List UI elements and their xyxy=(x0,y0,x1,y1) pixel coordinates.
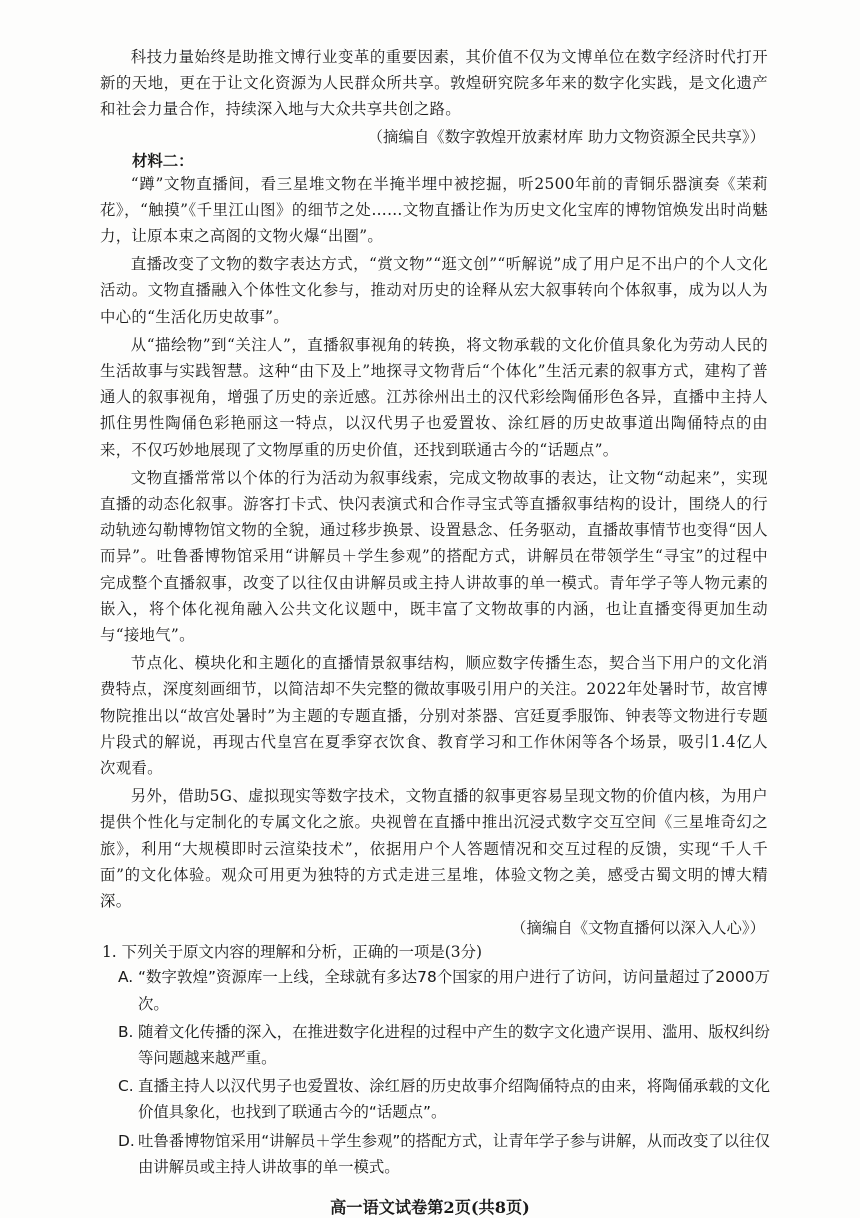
paragraph-3: 从“描绘物”到“关注人”，直播叙事视角的转换，将文物承载的文化价值具象化为劳动人民的生活故事与实践智慧。这种“由下及上”地探寻文物背后“个体化”生活元素的叙事方式，建构了普通人的叙事视角，增强了历史的亲近感。江苏徐州出土的汉代彩绘陶俑形色各异，直播中主持人抓住男性陶俑色彩艳丽这一特点，以汉代男子也爱置妆、涂红唇的历史故事道出陶俑特点的由来，不仅巧妙地展现了文物厚重的历史价值，还找到联通古今的“话题点”。 xyxy=(100,335,768,459)
option-d-text: 吐鲁番博物馆采用“讲解员＋学生参观”的搭配方式，让青年学子参与讲解，从而改变了以往仅由讲解员或主持人讲故事的单一模式。 xyxy=(138,1131,770,1176)
paragraph-2: 直播改变了文物的数字表达方式，“赏文物”“逛文创”“听解说”成了用户足不出户的个人文化活动。文物直播融入个体性文化参与，推动对历史的诠释从宏大叙事转向个体叙事，成为以人为中心的“生活化历史故事”。 xyxy=(100,255,768,326)
paragraph-1: “蹲”文物直播间，看三星堆文物在半掩半埋中被挖掘，听2500年前的青铜乐器演奏《茉莉花》，“触摸”《千里江山图》的细节之处……文物直播让作为历史文化宝库的博物馆焕发出时尚魅力，让原本束之高阁的文物火爆“出圈”。 xyxy=(100,174,768,246)
option-d[interactable] xyxy=(118,1128,770,1180)
source-citation-2: （摘编自《文物直播何以深入人心》） xyxy=(511,919,765,938)
option-b[interactable] xyxy=(118,1019,770,1071)
option-a-label: A. xyxy=(118,968,134,987)
paragraph-6: 另外，借助5G、虚拟现实等数字技术，文物直播的叙事更容易呈现文物的价值内核，为用户提供个性化与定制化的专属文化之旅。央视曾在直播中推出沉浸式数字交互空间《三星堆奇幻之旅》，利用“大规模即时云渲染技术”，依据用户个人答题情况和交互过程的反馈，实现“千人千面”的文化体验。观众可用更为独特的方式走进三星堆，体验文物之美，感受古蜀文明的博大精深。 xyxy=(100,787,768,911)
option-b-text: 随着文化传播的深入，在推进数字化进程的过程中产生的数字文化遗产误用、滥用、版权纠纷等问题越来越严重。 xyxy=(138,1022,770,1067)
question-stem: 1. 下列关于原文内容的理解和分析，正确的一项是(3分) xyxy=(102,943,482,962)
source-citation-1: （摘编自《数字敦煌开放素材库 助力文物资源全民共享》） xyxy=(367,127,765,146)
option-b-label: B. xyxy=(118,1022,134,1041)
page-footer: 高一语文试卷第2页(共8页) xyxy=(330,1197,530,1217)
option-c-label: C. xyxy=(118,1077,134,1096)
paragraph-4: 文物直播常常以个体的行为活动为叙事线索，完成文物故事的表达，让文物“动起来”，实现直播的动态化叙事。游客打卡式、快闪表演式和合作寻宝式等直播叙事结构的设计，围绕人的行动轨迹勾勒博物馆文物的全貌，通过移步换景、设置悬念、任务驱动，直播故事情节也变得“因人而异”。吐鲁番博物馆采用“讲解员＋学生参观”的搭配方式，讲解员在带领学生“寻宝”的过程中完成整个直播叙事，改变了以往仅由讲解员或主持人讲故事的单一模式。青年学子等人物元素的嵌入，将个体化视角融入公共文化议题中，既丰富了文物故事的内涵，也让直播变得更加生动与“接地气”。 xyxy=(100,468,768,645)
option-a-text: “数字敦煌”资源库一上线，全球就有多达78个国家的用户进行了访问，访问量超过了2000万次。 xyxy=(138,968,770,1013)
material-heading: 材料二： xyxy=(132,151,194,170)
option-d-label: D. xyxy=(118,1131,135,1150)
paragraph-5: 节点化、模块化和主题化的直播情景叙事结构，顺应数字传播生态，契合当下用户的文化消费特点，深度刻画细节，以简洁却不失完整的微故事吸引用户的关注。2022年处暑时节，故宫博物院推出以“故宫处暑时”为主题的专题直播，分别对茶器、宫廷夏季服饰、钟表等文物进行专题片段式的解说，再现古代皇宫在夏季穿衣饮食、教育学习和工作休闲等各个场景，吸引1.4亿人次观看。 xyxy=(100,654,768,778)
option-c[interactable] xyxy=(118,1073,770,1125)
paragraph-intro: 科技力量始终是助推文博行业变革的重要因素，其价值不仅为文博单位在数字经济时代打开新的天地，更在于让文化资源为人民群众所共享。敦煌研究院多年来的数字化实践，是文化遗产和社会力量合作，持续深入地与大众共享共创之路。 xyxy=(100,48,768,119)
option-c-text: 直播主持人以汉代男子也爱置妆、涂红唇的历史故事介绍陶俑特点的由来，将陶俑承载的文化价值具象化，也找到了联通古今的“话题点”。 xyxy=(138,1077,770,1122)
option-a[interactable] xyxy=(118,964,770,1016)
